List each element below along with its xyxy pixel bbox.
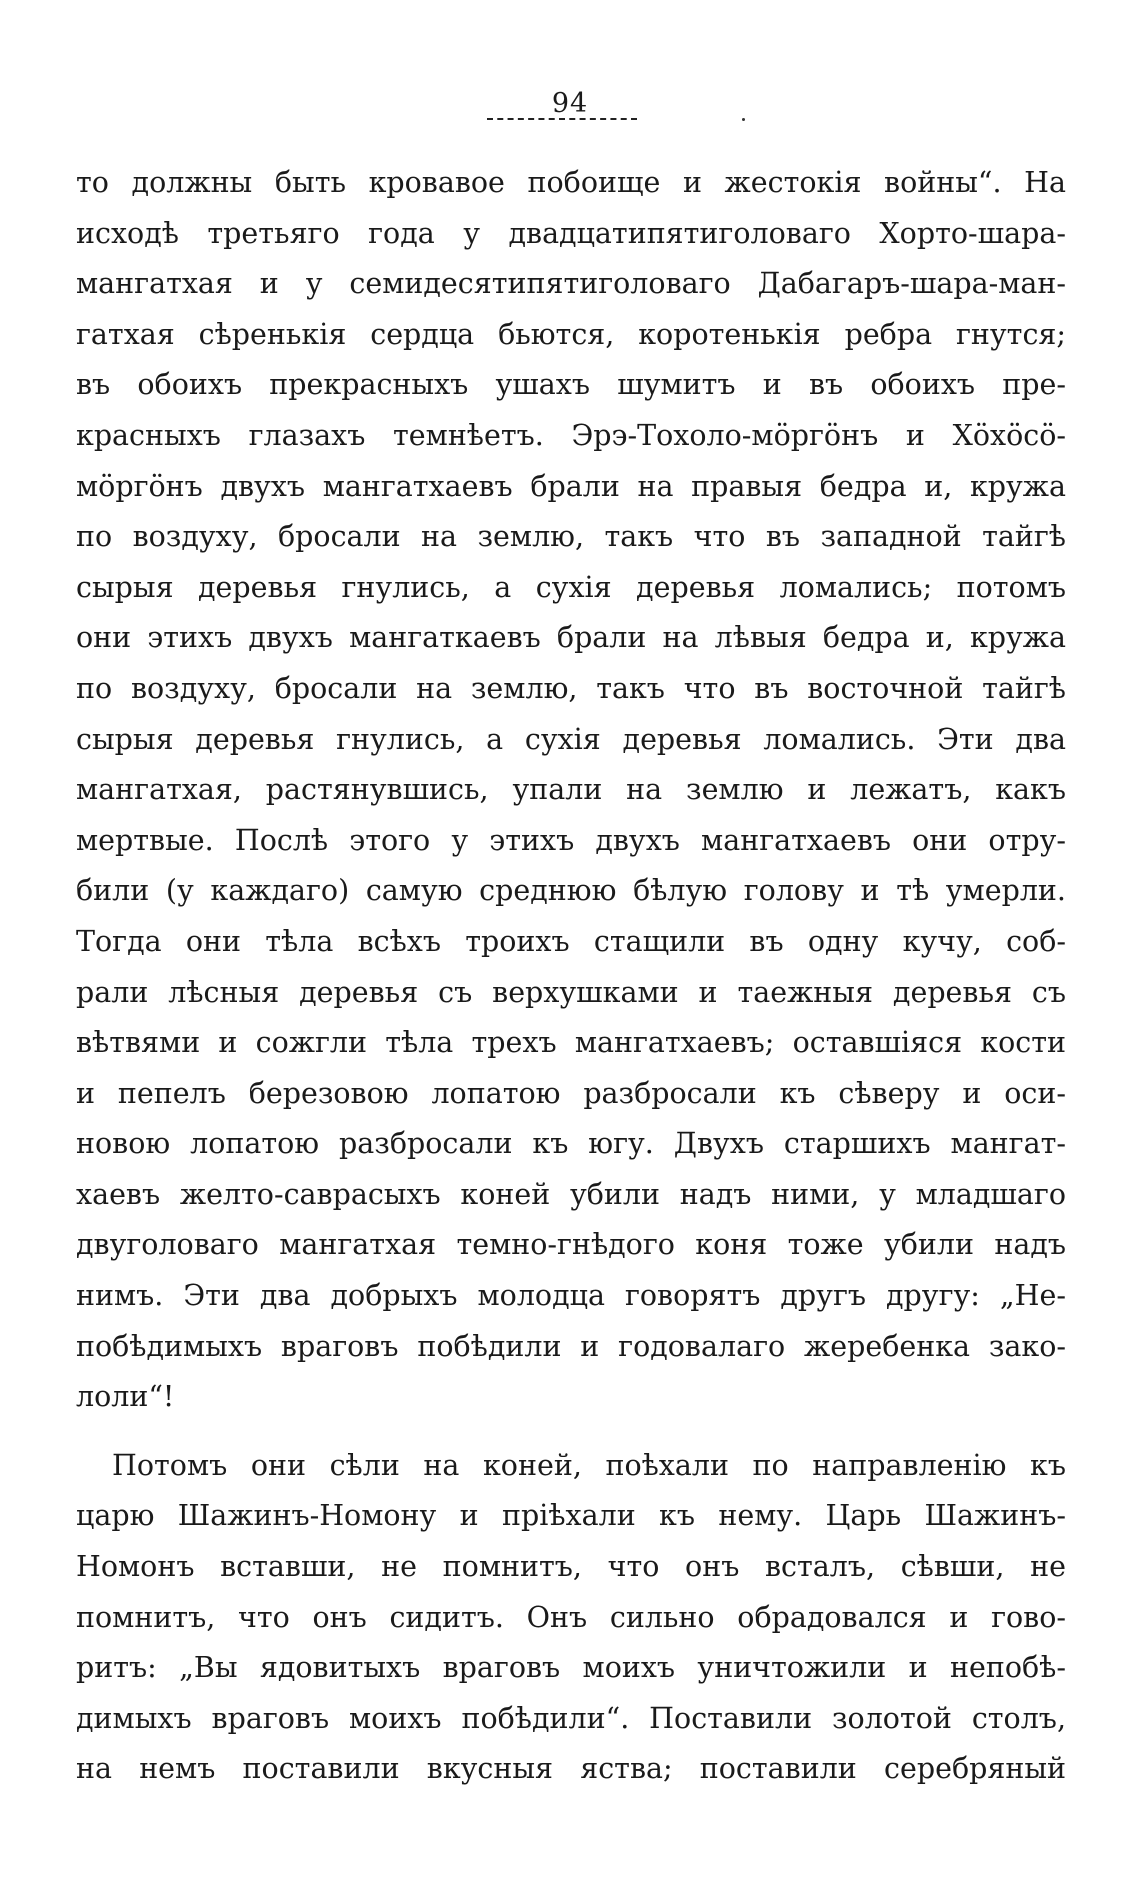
text-line: по воздуху, бросали на землю, такъ что въ восточной тайгѣ [76, 671, 1066, 705]
text-line: хаевъ желто-саврасыхъ коней убили надъ ними, у младшаго [76, 1177, 1066, 1211]
text-line: мангатхая, растянувшись, упали на землю и лежатъ, какъ [76, 773, 1066, 807]
text-line: они этихъ двухъ мангаткаевъ брали на лѣвыя бедра и, кружа [76, 621, 1066, 655]
paragraph [76, 1441, 1066, 1795]
text-line: по воздуху, бросали на землю, такъ что въ западной тайгѣ [76, 520, 1066, 554]
text-line: сырыя деревья гнулись, а сухія деревья ломались. Эти два [76, 722, 1066, 756]
text-line: новою лопатою разбросали къ югу. Двухъ старшихъ мангат- [76, 1127, 1066, 1161]
text-line: мангатхая и у семидесятипятиголоваго Дабагаръ-шара-ман- [76, 267, 1066, 301]
paragraph [76, 158, 1066, 1423]
text-line: Потомъ они сѣли на коней, поѣхали по направленію къ [112, 1448, 1066, 1482]
header-dot [742, 118, 745, 121]
text-line: мöргöнъ двухъ мангатхаевъ брали на правыя бедра и, кружа [76, 469, 1066, 503]
text-line: вѣтвями и сожгли тѣла трехъ мангатхаевъ; оставшіяся кости [76, 1026, 1066, 1060]
text-line: Номонъ вставши, не помнитъ, что онъ всталъ, сѣвши, не [76, 1550, 1066, 1584]
text-line: въ обоихъ прекрасныхъ ушахъ шумитъ и въ обоихъ пре- [76, 368, 1066, 402]
text-line: гатхая сѣренькія сердца бьются, коротенькія ребра гнутся; [76, 317, 1066, 351]
text-line: рали лѣсныя деревья съ верхушками и таежныя деревья съ [76, 975, 1066, 1009]
page-number: 94 [551, 88, 589, 119]
text-line: мертвые. Послѣ этого у этихъ двухъ мангатхаевъ они отру- [76, 823, 1066, 857]
text-line: на немъ поставили вкусныя яства; поставили серебряный [76, 1752, 1066, 1786]
text-line: Тогда они тѣла всѣхъ троихъ стащили въ одну кучу, соб- [76, 924, 1066, 958]
paragraph-gap [76, 1423, 1066, 1441]
text-line: двуголоваго мангатхая темно-гнѣдого коня тоже убили надъ [76, 1228, 1066, 1262]
header-rule [487, 118, 637, 120]
text-line: нимъ. Эти два добрыхъ молодца говорятъ другъ другу: „Не- [76, 1279, 1066, 1313]
text-line: красныхъ глазахъ темнѣетъ. Эрэ-Тохоло-мöргöнъ и Хöхöсö- [76, 418, 1066, 452]
text-line: били (у каждаго) самую среднюю бѣлую голову и тѣ умерли. [76, 874, 1066, 908]
body-text [76, 158, 1066, 1795]
text-line: и пепелъ березовою лопатою разбросали къ сѣверу и оси- [76, 1076, 1066, 1110]
text-line: димыхъ враговъ моихъ побѣдили“. Поставили золотой столъ, [76, 1701, 1066, 1735]
text-line: исходѣ третьяго года у двадцатипятиголоваго Хорто-шара- [76, 216, 1066, 250]
text-line: побѣдимыхъ враговъ побѣдили и годовалаго жеребенка зако- [76, 1329, 1066, 1363]
text-line: ритъ: „Вы ядовитыхъ враговъ моихъ уничтожили и непобѣ- [76, 1651, 1066, 1685]
text-line: лоли“! [76, 1380, 175, 1414]
text-line: помнитъ, что онъ сидитъ. Онъ сильно обрадовался и гово- [76, 1600, 1066, 1634]
text-line: сырыя деревья гнулись, а сухія деревья ломались; потомъ [76, 570, 1066, 604]
text-line: царю Шажинъ-Номону и пріѣхали къ нему. Царь Шажинъ- [76, 1499, 1066, 1533]
text-line: то должны быть кровавое побоище и жестокія войны“. На [76, 166, 1066, 199]
